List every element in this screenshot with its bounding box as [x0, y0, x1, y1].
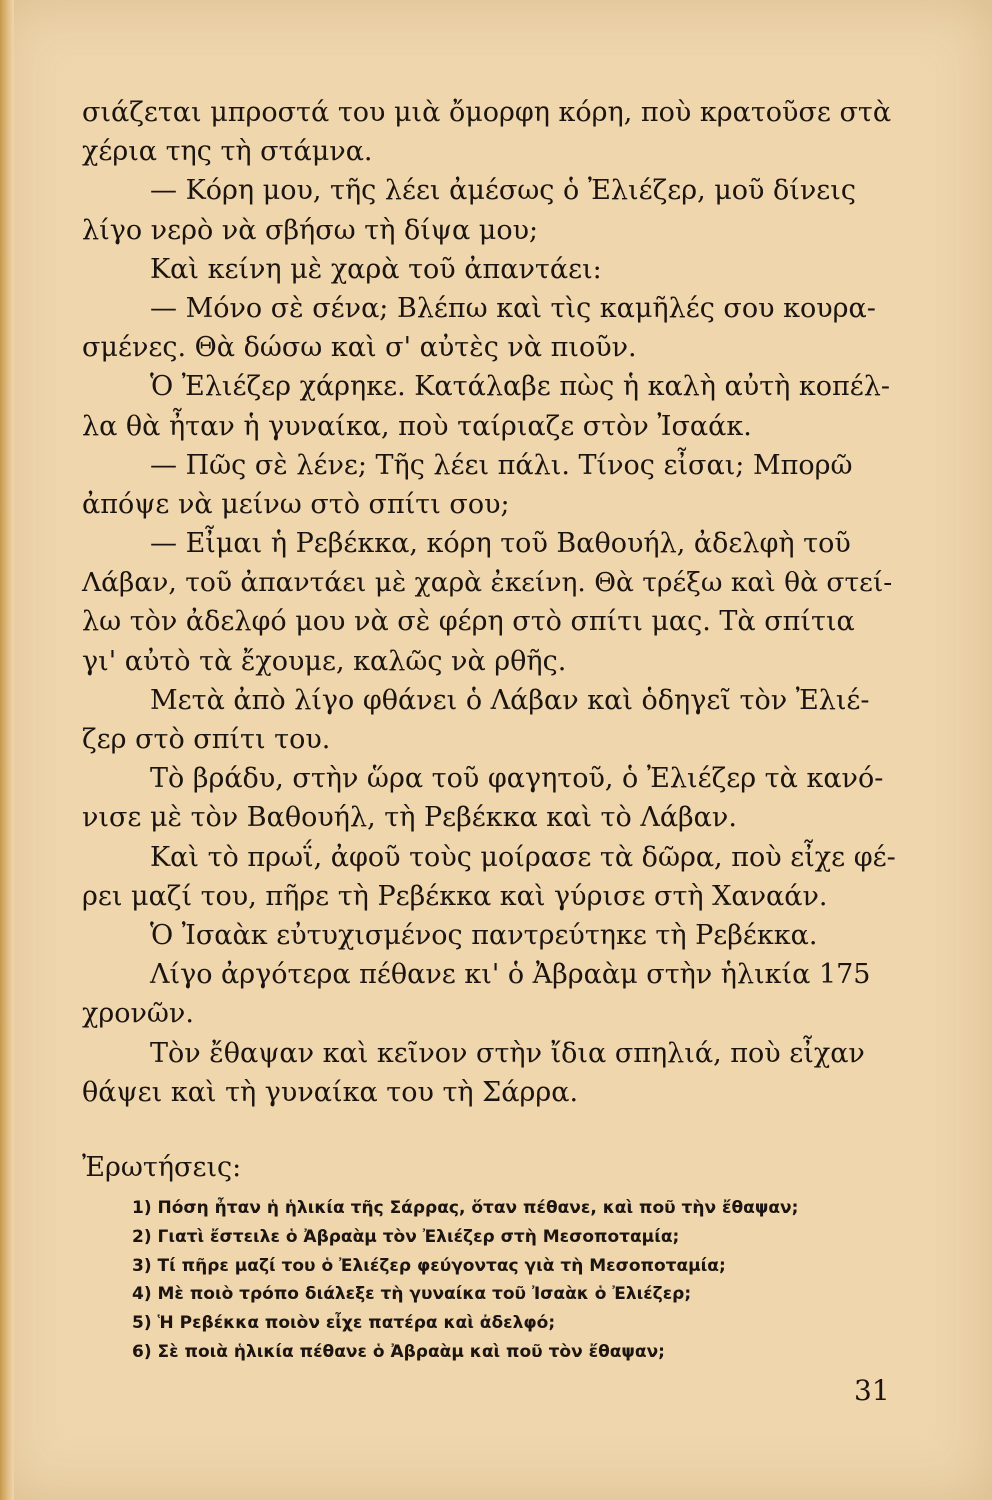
text-line: γι' αὐτὸ τὰ ἔχουμε, καλῶς νὰ ρθῆς. [82, 645, 567, 677]
text-line: λα θὰ ἦταν ἡ γυναίκα, ποὺ ταίριαζε στὸν Ἰσαάκ. [82, 410, 752, 442]
text-line: Ὁ Ἐλιέζερ χάρηκε. Κατάλαβε πὼς ἡ καλὴ αὐτὴ κοπέλ- [150, 371, 890, 403]
text-line: σμένες. Θὰ δώσω καὶ σ' αὐτὲς νὰ πιοῦν. [82, 332, 637, 364]
text-line: ἀπόψε νὰ μείνω στὸ σπίτι σου; [82, 488, 510, 520]
text-line: Καὶ κείνη μὲ χαρὰ τοῦ ἀπαντάει: [150, 253, 602, 285]
question-item: 2) Γιατὶ ἔστειλε ὁ Ἀβραὰμ τὸν Ἐλιέζερ στὴ Μεσοποταμία; [132, 1226, 680, 1247]
text-line: Λίγο ἀργότερα πέθανε κι' ὁ Ἀβραὰμ στὴν ἡλικία 175 [150, 959, 871, 991]
question-item: 6) Σὲ ποιὰ ἡλικία πέθανε ὁ Ἀβραὰμ καὶ ποῦ τὸν ἔθαψαν; [132, 1341, 665, 1362]
question-item: 5) Ἡ Ρεβέκκα ποιὸν εἶχε πατέρα καὶ ἀδελφό; [132, 1313, 556, 1334]
text-line: — Κόρη μου, τῆς λέει ἀμέσως ὁ Ἐλιέζερ, μοῦ δίνεις [150, 175, 856, 207]
question-item: 3) Τί πῆρε μαζί του ὁ Ἐλιέζερ φεύγοντας γιὰ τὴ Μεσοποταμία; [132, 1255, 726, 1276]
text-line: Λάβαν, τοῦ ἀπαντάει μὲ χαρὰ ἐκείνη. Θὰ τρέξω καὶ θὰ στεί- [82, 567, 893, 599]
text-line: — Μόνο σὲ σένα; Βλέπω καὶ τὶς καμῆλές σου κουρα- [150, 292, 876, 324]
text-line: λω τὸν ἀδελφό μου νὰ σὲ φέρη στὸ σπίτι μας. Τὰ σπίτια [82, 606, 855, 638]
page-number: 31 [854, 1374, 890, 1407]
text-line: Μετὰ ἀπὸ λίγο φθάνει ὁ Λάβαν καὶ ὁδηγεῖ τὸν Ἐλιέ- [150, 684, 870, 716]
question-item: 1) Πόση ἦταν ἡ ἡλικία τῆς Σάρρας, ὅταν πέθανε, καὶ ποῦ τὴν ἔθαψαν; [132, 1198, 799, 1218]
text-line: θάψει καὶ τὴ γυναίκα του τὴ Σάρρα. [82, 1076, 579, 1108]
text-line: σιάζεται μπροστά του μιὰ ὄμορφη κόρη, ποὺ κρατοῦσε στὰ [82, 97, 892, 128]
text-line: χρονῶν. [82, 998, 194, 1030]
story-text [82, 93, 900, 1112]
questions-heading: Ἐρωτήσεις: [82, 1152, 242, 1183]
text-line: — Πῶς σὲ λένε; Τῆς λέει πάλι. Τίνος εἶσαι; Μπορῶ [150, 449, 853, 481]
text-line: ζερ στὸ σπίτι του. [82, 724, 331, 755]
questions-list [132, 1194, 922, 1367]
text-line: — Εἶμαι ἡ Ρεβέκκα, κόρη τοῦ Βαθουήλ, ἀδελφὴ τοῦ [150, 528, 851, 560]
text-line: νισε μὲ τὸν Βαθουήλ, τὴ Ρεβέκκα καὶ τὸ Λάβαν. [82, 802, 737, 834]
text-line: Ὁ Ἰσαὰκ εὐτυχισμένος παντρεύτηκε τὴ Ρεβέκκα. [150, 919, 818, 951]
text-line: Τὸ βράδυ, στὴν ὥρα τοῦ φαγητοῦ, ὁ Ἐλιέζερ τὰ κανό- [150, 763, 884, 795]
text-line: ρει μαζί του, πῆρε τὴ Ρεβέκκα καὶ γύρισε στὴ Χαναάν. [82, 880, 828, 912]
page-binding-edge [0, 0, 14, 1500]
text-line: χέρια της τὴ στάμνα. [82, 136, 373, 168]
text-line: λίγο νερὸ νὰ σβήσω τὴ δίψα μου; [82, 214, 539, 246]
text-line: Τὸν ἔθαψαν καὶ κεῖνον στὴν ἴδια σπηλιά, ποὺ εἶχαν [150, 1037, 865, 1069]
text-line: Καὶ τὸ πρωΐ, ἀφοῦ τοὺς μοίρασε τὰ δῶρα, ποὺ εἶχε φέ- [150, 841, 896, 873]
question-item: 4) Μὲ ποιὸ τρόπο διάλεξε τὴ γυναίκα τοῦ Ἰσαὰκ ὁ Ἐλιέζερ; [132, 1284, 692, 1305]
